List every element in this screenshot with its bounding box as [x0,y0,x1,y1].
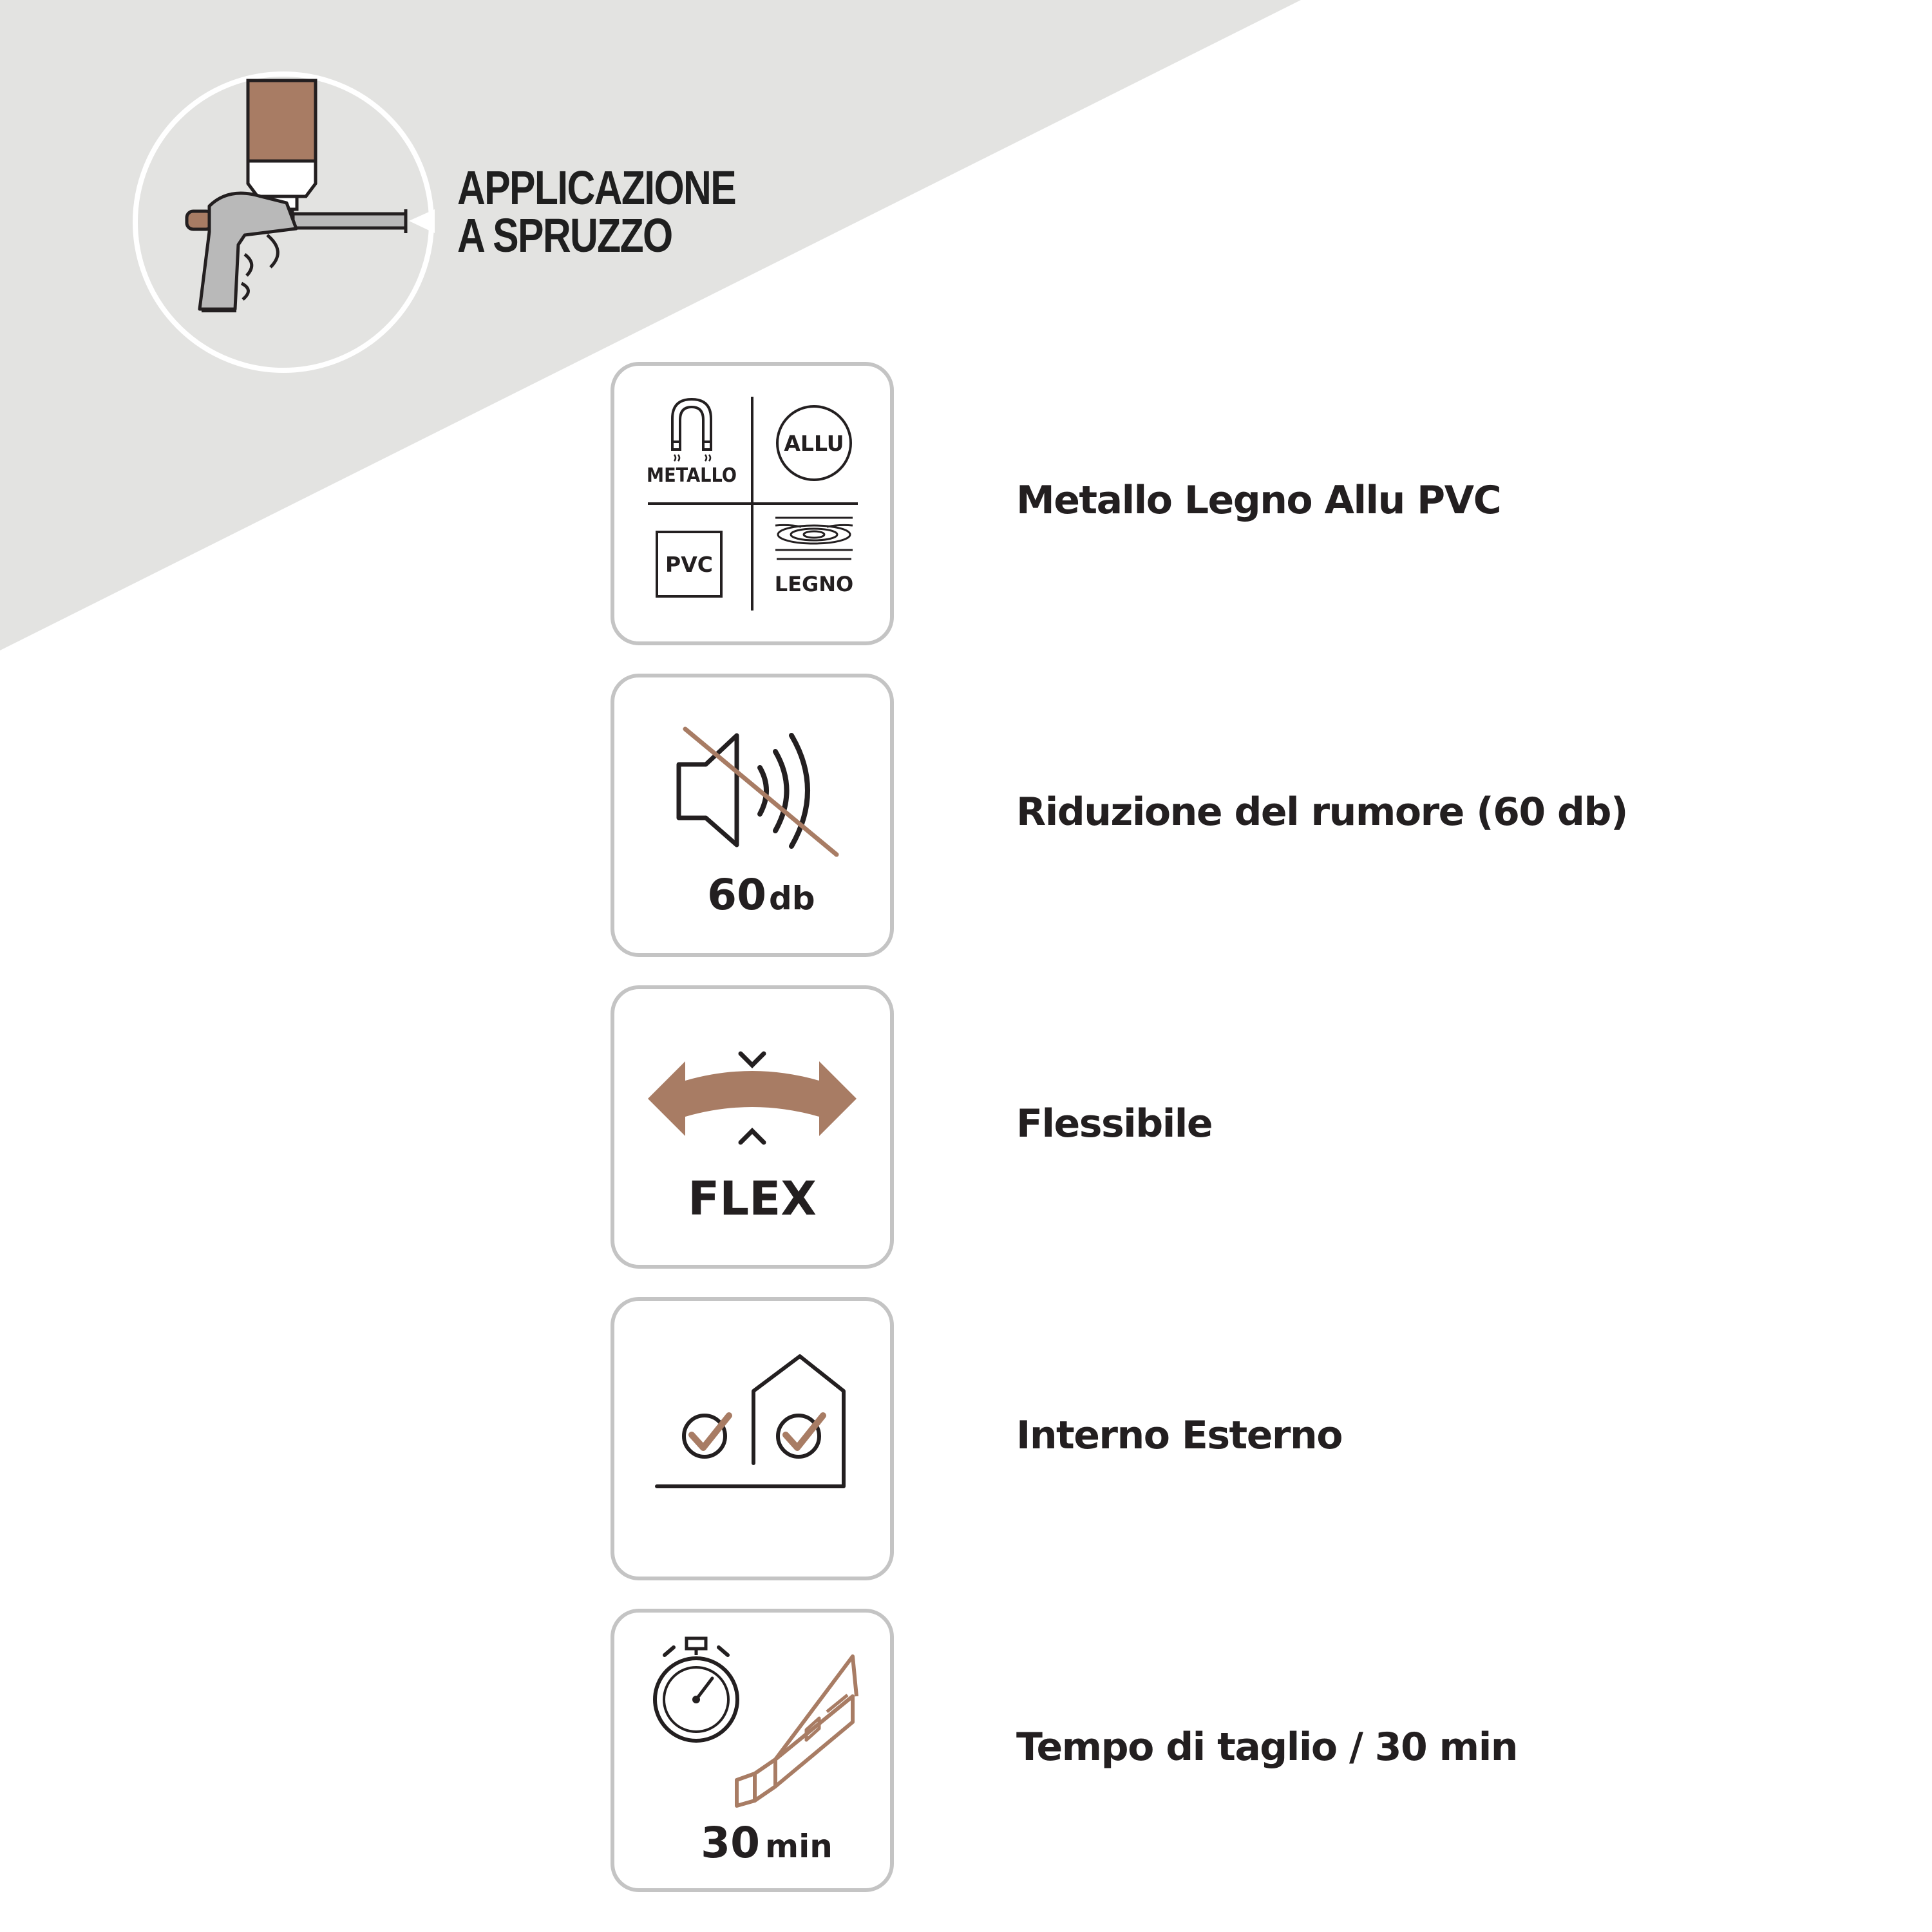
spray-gun-icon [132,71,435,374]
feature-label-flex: Flessibile [1016,1101,1213,1146]
metal-label: METALLO [647,464,737,487]
flex-icon [614,989,890,1265]
materials-icon-box [611,362,894,645]
wood-grain-icon [775,518,853,559]
feature-label-indoor-outdoor: Interno Esterno [1016,1413,1342,1458]
stopwatch-icon [655,1638,737,1741]
indoor-outdoor-icon [614,1301,890,1577]
feature-cutting-time [0,1609,1932,1892]
cutter-knife-icon [737,1656,857,1806]
noise-icon-box [611,674,894,957]
header-title-line2: A SPRUZZO [457,209,672,262]
pvc-label: PVC [665,552,713,577]
noise-reduction-icon [614,677,890,953]
cutting-time-unit: min [765,1828,833,1865]
feature-materials [0,362,1932,645]
flex-icon-box [611,985,894,1269]
noise-value: 60 [707,870,766,920]
indoor-outdoor-icon-box [611,1297,894,1580]
header-title-line1: APPLICAZIONE [457,161,736,214]
feature-noise-reduction [0,674,1932,957]
feature-flex [0,985,1932,1269]
noise-unit: db [769,880,815,917]
feature-label-noise: Riduzione del rumore (60 db) [1016,790,1627,835]
magnet-icon [672,399,711,461]
allu-label: ALLU [784,431,844,456]
cutting-time-icon [614,1613,890,1888]
wood-label: LEGNO [774,572,854,596]
materials-icon [614,366,890,641]
feature-indoor-outdoor [0,1297,1932,1580]
header-title [457,161,736,262]
cutting-time-icon-box [611,1609,894,1892]
feature-label-cutting-time: Tempo di taglio / 30 min [1016,1725,1517,1770]
feature-label-materials: Metallo Legno Allu PVC [1016,478,1501,523]
flex-label: FLEX [688,1171,817,1226]
cutting-time-value: 30 [701,1818,760,1868]
